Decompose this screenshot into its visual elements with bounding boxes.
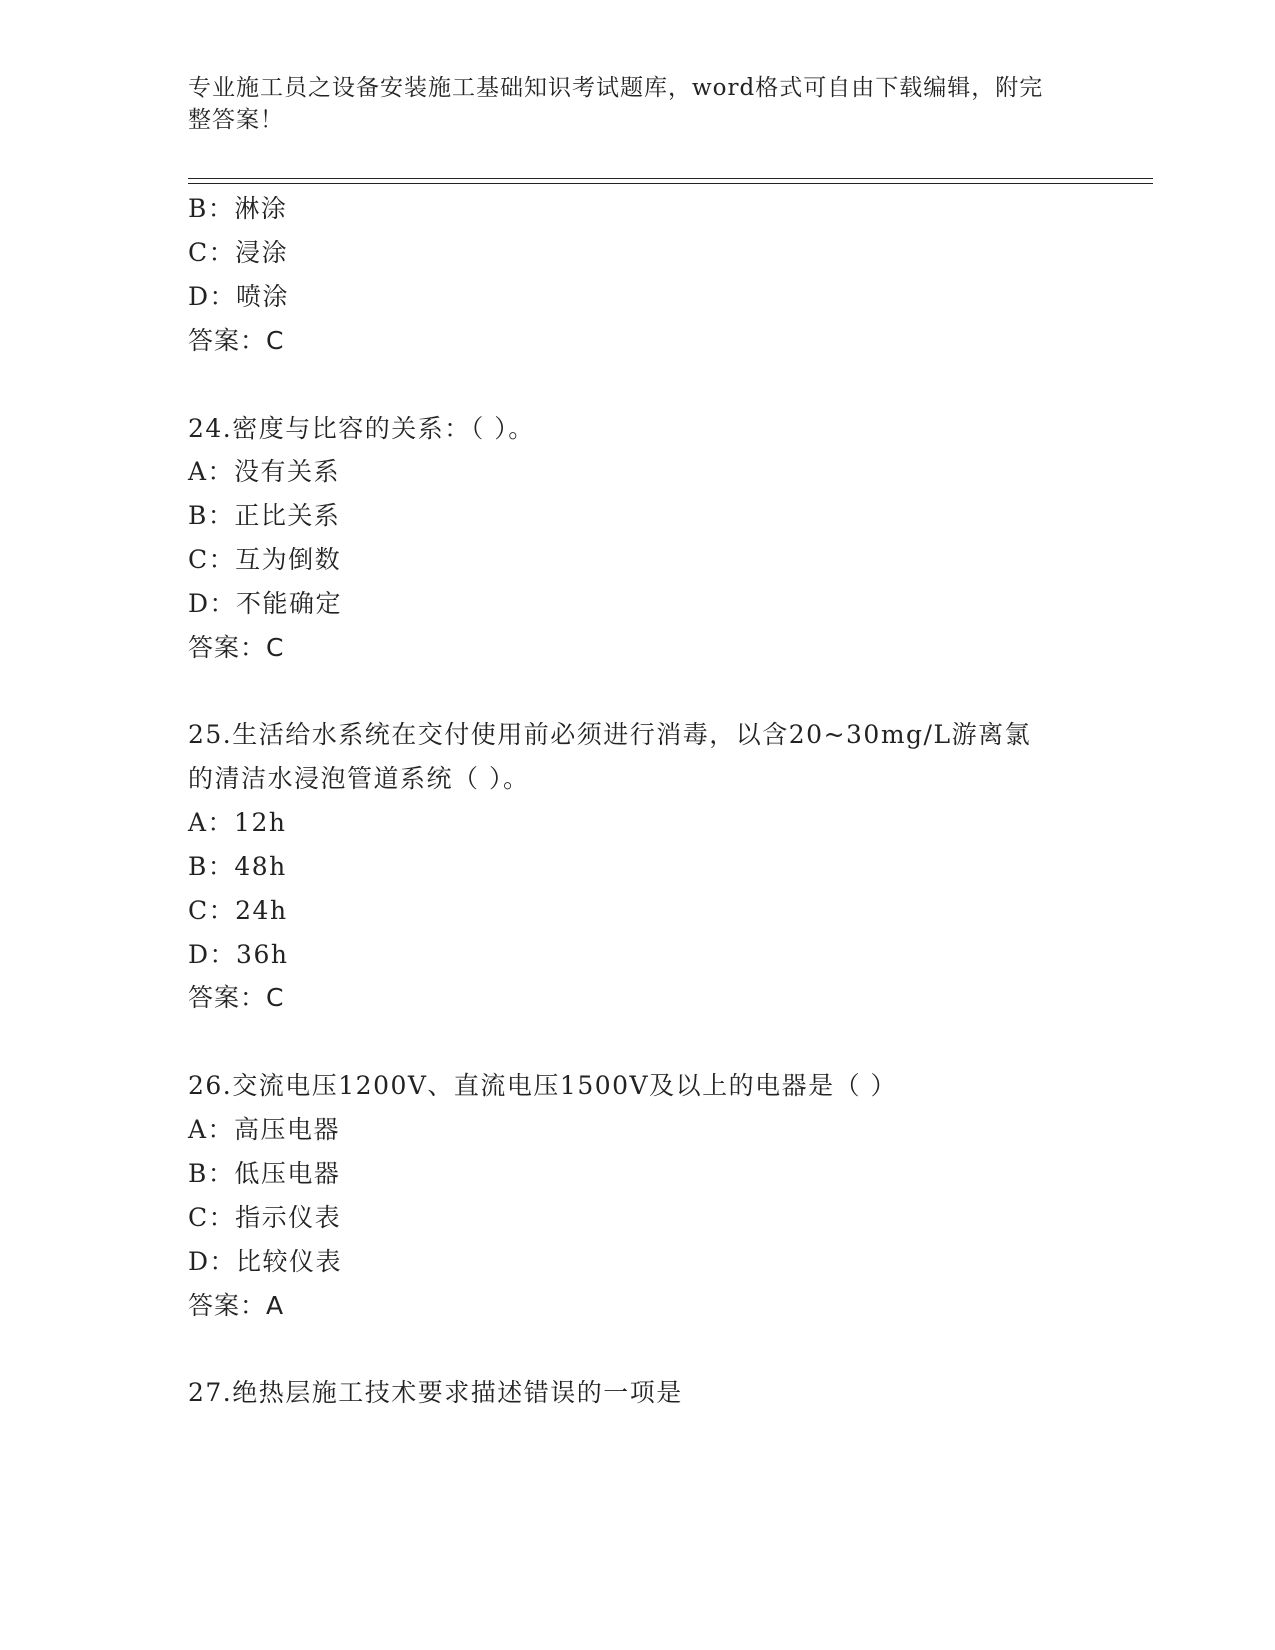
q24-question: 24.密度与比容的关系：（ ）。 (188, 414, 535, 443)
q25-question-line-2: 的清洁水浸泡管道系统（ ）。 (188, 764, 530, 793)
q25-option-a: A：12h (188, 808, 287, 837)
q24-option-b: B：正比关系 (188, 501, 341, 530)
q26-option-c: C：指示仪表 (188, 1203, 342, 1232)
q27-question: 27.绝热层施工技术要求描述错误的一项是 (188, 1378, 683, 1407)
q24-answer: 答案：C (188, 633, 285, 662)
q23-answer: 答案：C (188, 326, 285, 355)
q25-question-line-1: 25.生活给水系统在交付使用前必须进行消毒，以含20~30mg/L游离氯 (188, 720, 1032, 749)
q26-option-b: B：低压电器 (188, 1159, 341, 1188)
q24-option-a: A：没有关系 (188, 457, 341, 486)
header-divider-top (188, 178, 1153, 179)
q26-option-d: D：比较仪表 (188, 1247, 343, 1276)
q23-option-c: C：浸涂 (188, 238, 289, 267)
header-line-2: 整答案！ (188, 107, 284, 133)
q25-answer: 答案：C (188, 983, 285, 1012)
q24-option-d: D：不能确定 (188, 589, 343, 618)
q26-option-a: A：高压电器 (188, 1115, 341, 1144)
header-divider-bottom (188, 183, 1153, 184)
q23-option-b: B：淋涂 (188, 194, 288, 223)
q26-answer: 答案：A (188, 1291, 285, 1320)
q24-option-c: C：互为倒数 (188, 545, 342, 574)
document-header (188, 72, 1088, 136)
q25-option-b: B：48h (188, 852, 287, 881)
q23-option-d: D：喷涂 (188, 282, 290, 311)
header-line-1: 专业施工员之设备安装施工基础知识考试题库，word格式可自由下载编辑，附完 (188, 75, 1044, 101)
q25-option-d: D：36h (188, 940, 289, 969)
q26-question: 26.交流电压1200V、直流电压1500V及以上的电器是（ ） (188, 1071, 898, 1100)
q25-option-c: C：24h (188, 896, 288, 925)
